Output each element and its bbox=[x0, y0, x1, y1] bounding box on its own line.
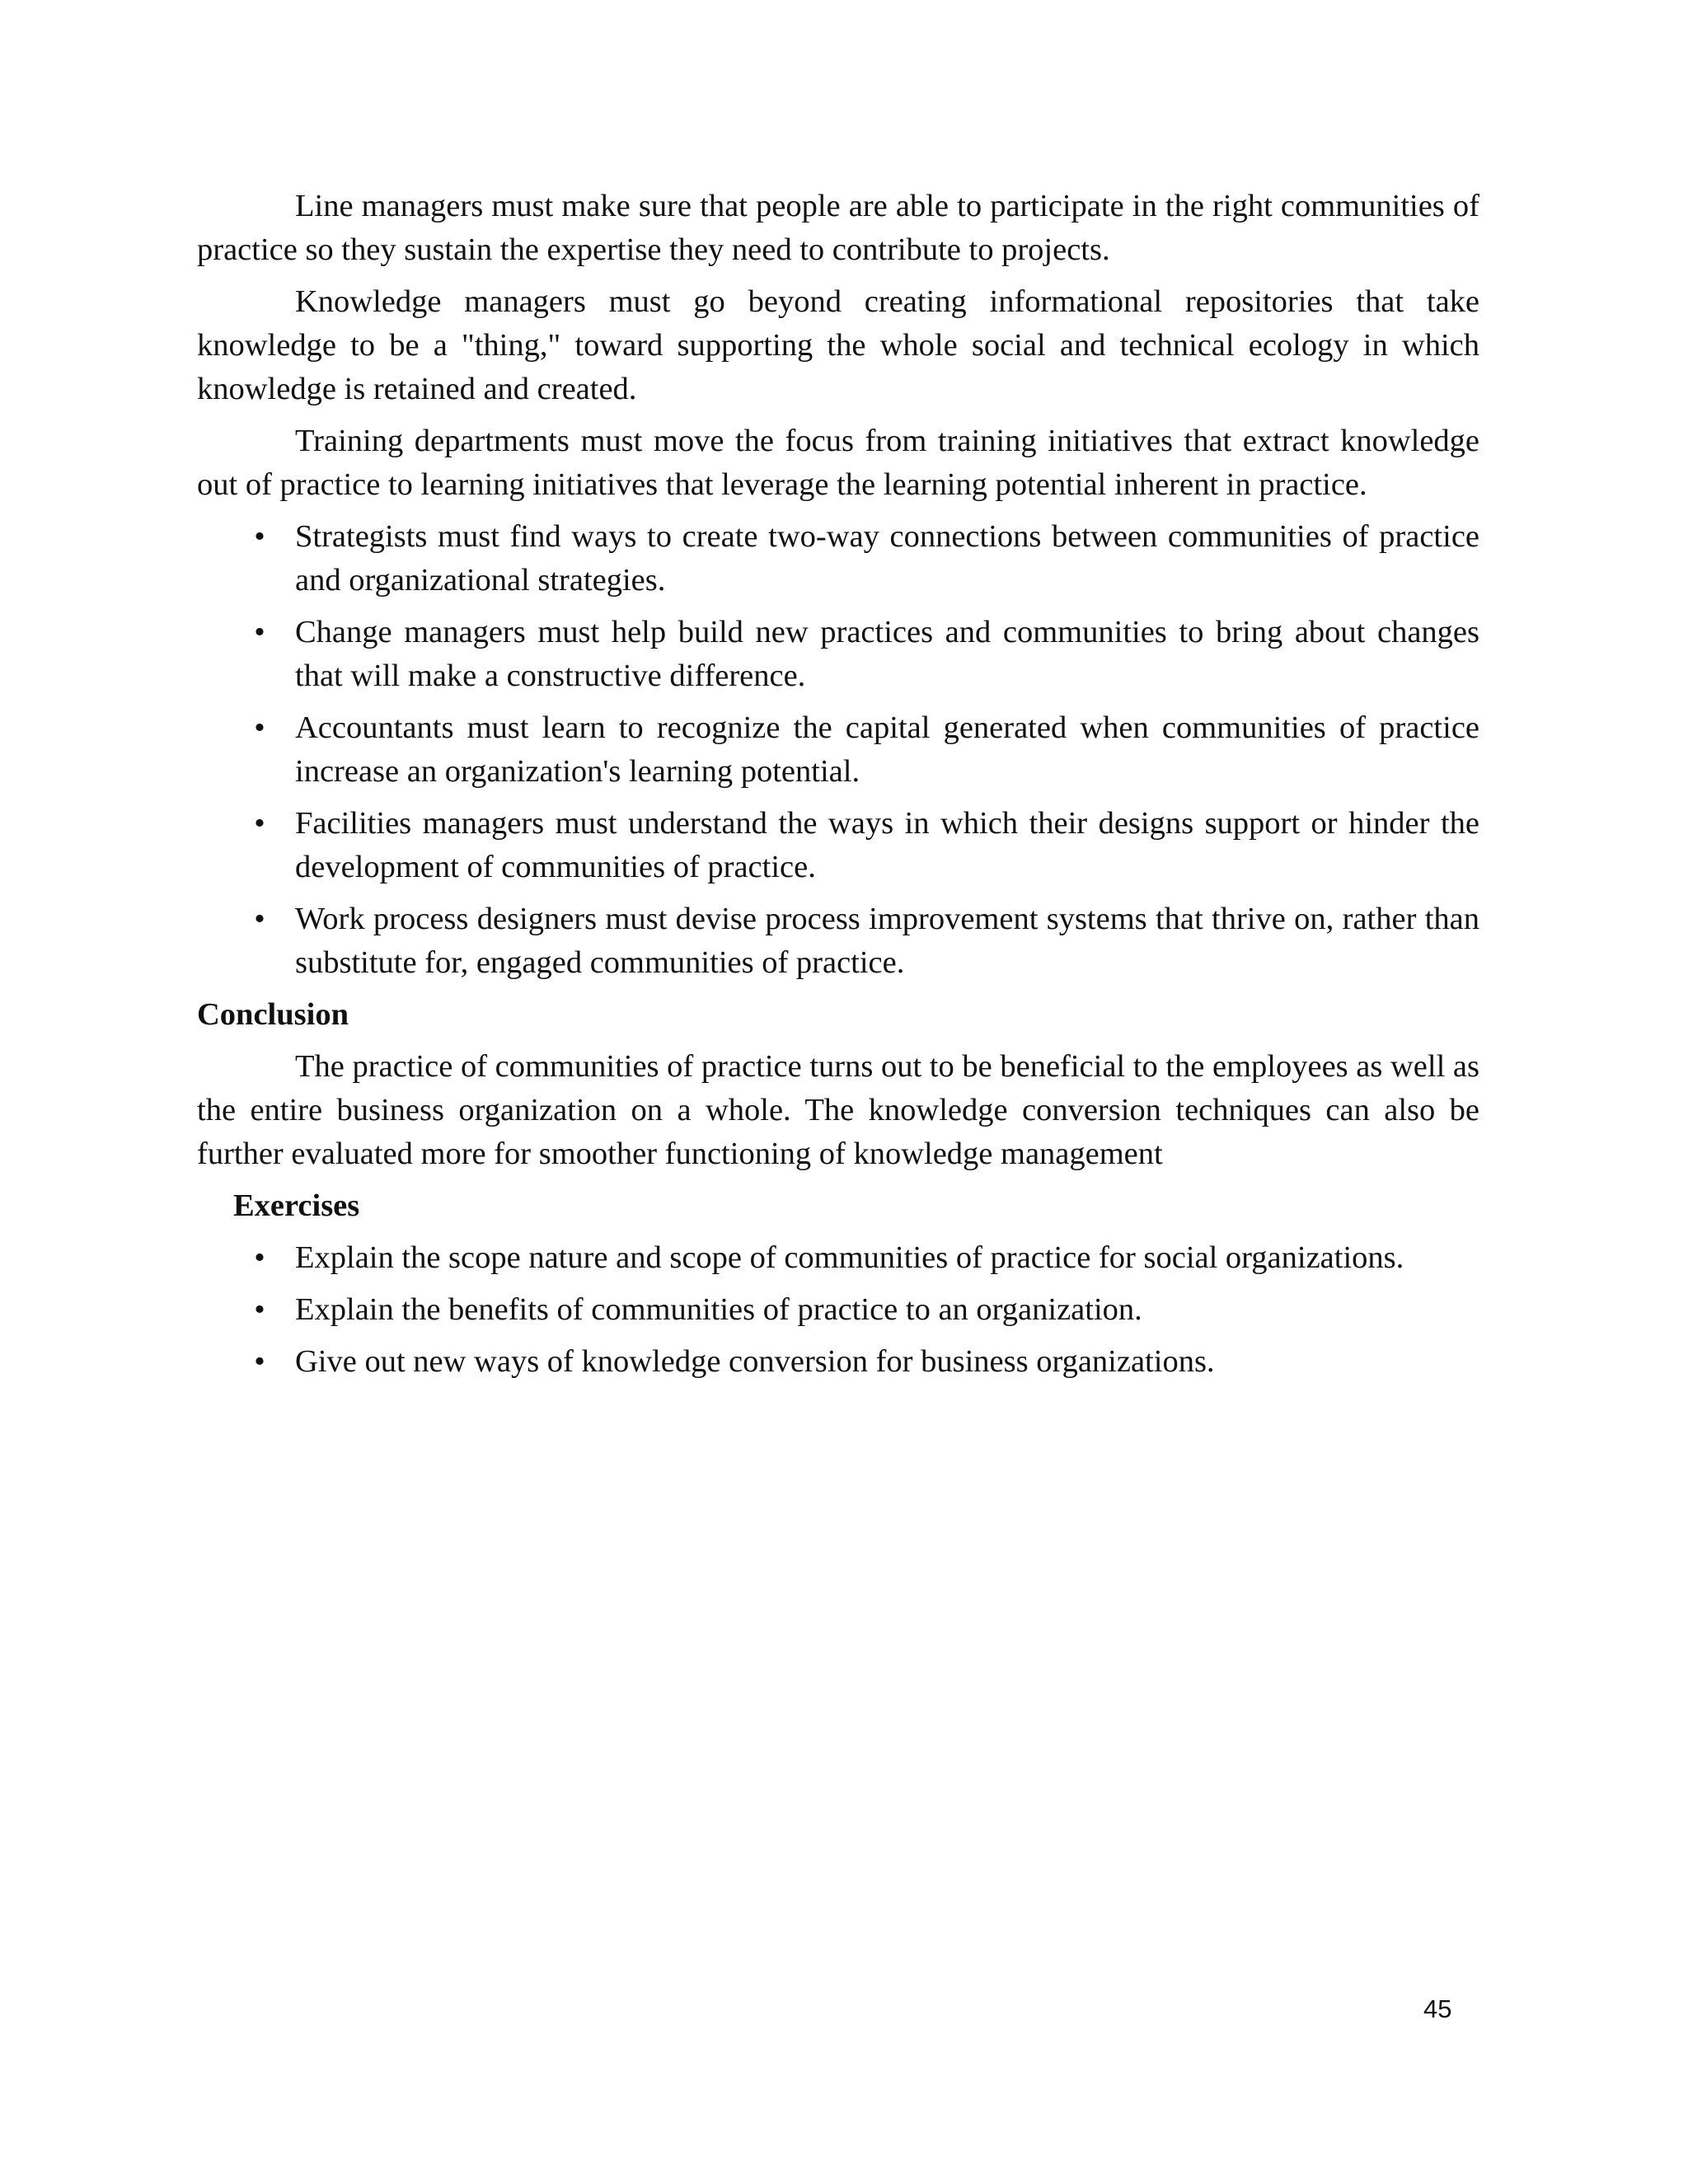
bullet-icon: • bbox=[254, 1292, 265, 1327]
list-item-text: Change managers must help build new practices and communities to bring about changes that will make a constructive difference. bbox=[295, 615, 1479, 693]
list-item-text: Strategists must find ways to create two-way connections between communities of practice and organizational strategies. bbox=[295, 519, 1479, 598]
list-item bbox=[197, 1236, 1479, 1280]
list-item bbox=[197, 802, 1479, 889]
roles-bullet-list bbox=[197, 515, 1479, 985]
bullet-icon: • bbox=[254, 615, 265, 649]
bullet-icon: • bbox=[254, 519, 265, 554]
list-item-text: Explain the benefits of communities of practice to an organization. bbox=[295, 1292, 1142, 1327]
list-item bbox=[197, 611, 1479, 698]
exercises-heading: Exercises bbox=[233, 1188, 360, 1223]
list-item bbox=[197, 706, 1479, 794]
page-number: 45 bbox=[1423, 1994, 1452, 2023]
list-item-text: Explain the scope nature and scope of communities of practice for social organizations. bbox=[295, 1240, 1404, 1275]
bullet-icon: • bbox=[254, 710, 265, 745]
bullet-icon: • bbox=[254, 806, 265, 841]
conclusion-heading: Conclusion bbox=[197, 997, 349, 1032]
list-item-text: Accountants must learn to recognize the capital generated when communities of practice increase an organization's learning potential. bbox=[295, 710, 1479, 789]
list-item-text: Give out new ways of knowledge conversion for business organizations. bbox=[295, 1344, 1215, 1379]
list-item bbox=[197, 1340, 1479, 1384]
list-item bbox=[197, 515, 1479, 602]
conclusion-paragraph: The practice of communities of practice turns out to be beneficial to the employees as well as the entire business organization on a whole. The knowledge conversion techniques can also be further evaluated more for smoother functioning of knowledge management bbox=[197, 1049, 1479, 1171]
list-item bbox=[197, 898, 1479, 985]
page-content bbox=[197, 185, 1479, 1392]
list-item-text: Facilities managers must understand the ways in which their designs support or hinder the development of communities of practice. bbox=[295, 806, 1479, 884]
paragraph-knowledge-managers: Knowledge managers must go beyond creating informational repositories that take knowledge to be a "thing," toward supporting the whole social and technical ecology in which knowledge is retained and created. bbox=[197, 284, 1479, 406]
exercises-bullet-list bbox=[197, 1236, 1479, 1384]
paragraph-training-departments: Training departments must move the focus from training initiatives that extract knowledge out of practice to learning initiatives that leverage the learning potential inherent in practice. bbox=[197, 424, 1479, 502]
bullet-icon: • bbox=[254, 902, 265, 936]
list-item bbox=[197, 1288, 1479, 1332]
bullet-icon: • bbox=[254, 1344, 265, 1379]
paragraph-line-managers: Line managers must make sure that people are able to participate in the right communities of practice so they sustain the expertise they need to contribute to projects. bbox=[197, 189, 1479, 267]
bullet-icon: • bbox=[254, 1240, 265, 1275]
list-item-text: Work process designers must devise process improvement systems that thrive on, rather than substitute for, engaged communities of practice. bbox=[295, 902, 1479, 980]
